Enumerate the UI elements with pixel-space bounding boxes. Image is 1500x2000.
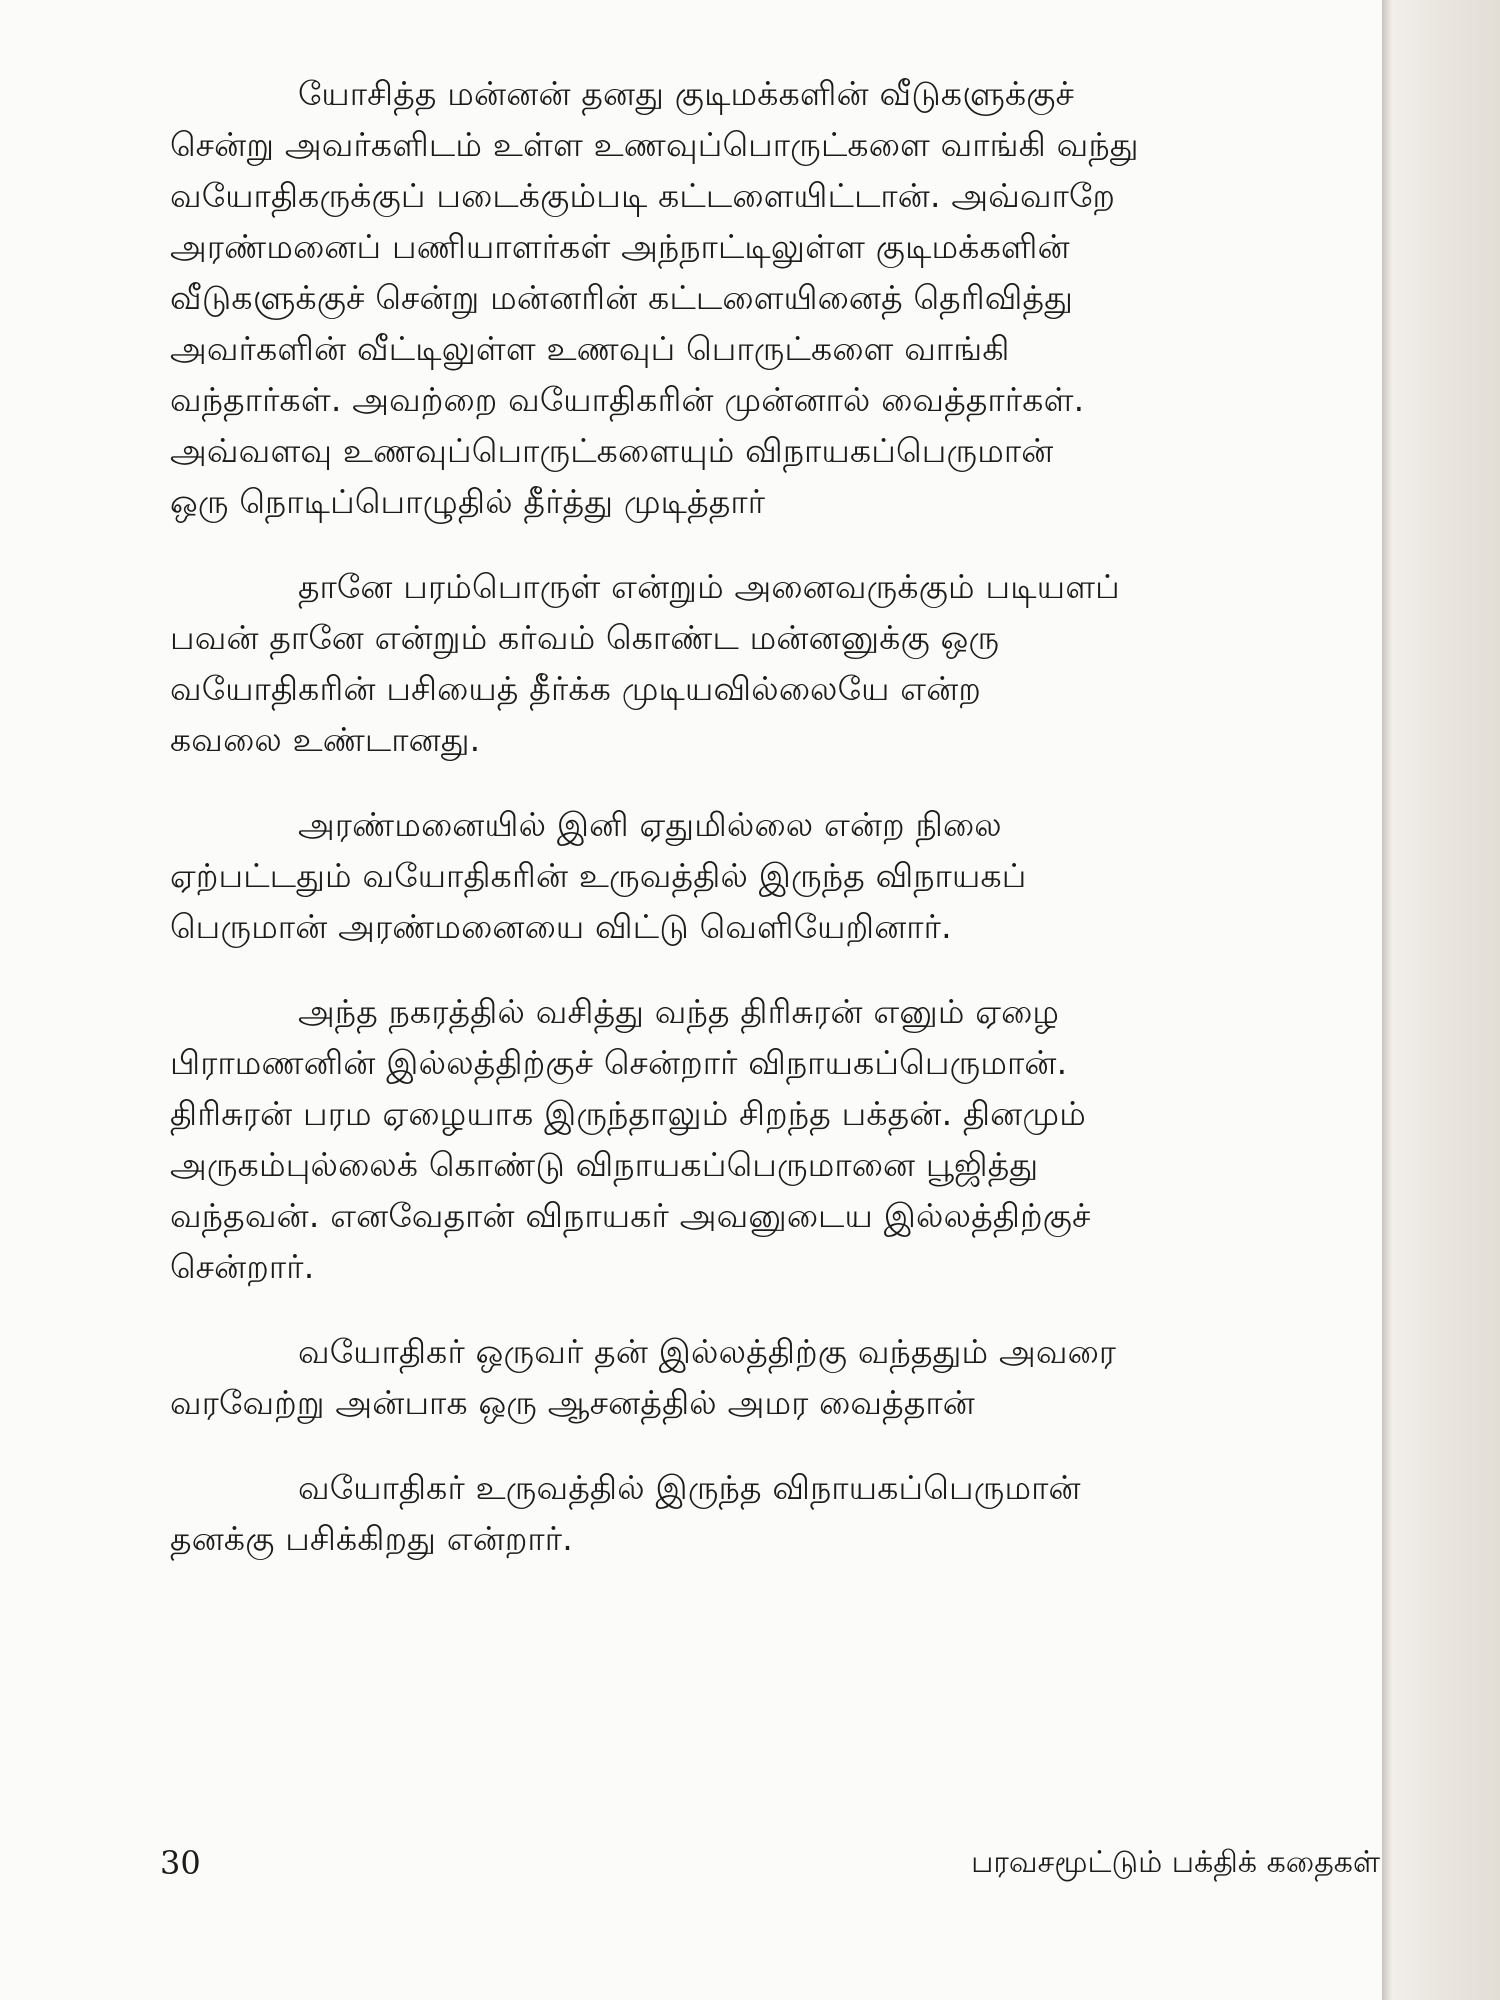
text-line: ஏற்பட்டதும் வயோதிகரின் உருவத்தில் இருந்த விநாயகப் (170, 856, 1027, 895)
page-footer (160, 1838, 1380, 1888)
text-line: வயோதிகர் உருவத்தில் இருந்த விநாயகப்பெருமான் (298, 1468, 1081, 1507)
text-line: திரிசுரன் பரம ஏழையாக இருந்தாலும் சிறந்த பக்தன். தினமும் (170, 1094, 1086, 1133)
text-line: வயோதிகருக்குப் படைக்கும்படி கட்டளையிட்டான். அவ்வாறே (170, 176, 1116, 215)
paragraph-6 (170, 1462, 1375, 1564)
paragraph-1 (170, 68, 1375, 527)
text-line: வந்தவன். எனவேதான் விநாயகர் அவனுடைய இல்லத்திற்குச் (170, 1196, 1091, 1235)
text-line: பவன் தானே என்றும் கர்வம் கொண்ட மன்னனுக்கு ஒரு (170, 618, 1000, 657)
text-line: பெருமான் அரண்மனையை விட்டு வெளியேறினார். (170, 907, 952, 946)
text-line: ஒரு நொடிப்பொழுதில் தீர்த்து முடித்தார் (170, 482, 766, 521)
text-line: பிராமணனின் இல்லத்திற்குச் சென்றார் விநாயகப்பெருமான். (170, 1043, 1068, 1082)
page-edge-shadow (1382, 0, 1500, 2000)
text-line: வயோதிகர் ஒருவர் தன் இல்லத்திற்கு வந்ததும் அவரை (298, 1332, 1117, 1371)
text-line: அவர்களின் வீட்டிலுள்ள உணவுப் பொருட்களை வாங்கி (170, 329, 1010, 368)
text-line: வயோதிகரின் பசியைத் தீர்க்க முடியவில்லையே என்ற (170, 669, 982, 708)
paragraph-5 (170, 1326, 1375, 1428)
page-body-text (170, 68, 1375, 1768)
text-line: வீடுகளுக்குச் சென்று மன்னரின் கட்டளையினைத் தெரிவித்து (170, 278, 1074, 317)
paragraph-2 (170, 561, 1375, 765)
text-line: கவலை உண்டானது. (170, 720, 481, 759)
text-line: தனக்கு பசிக்கிறது என்றார். (170, 1519, 573, 1558)
paragraph-3 (170, 799, 1375, 952)
running-book-title: பரவசமூட்டும் பக்திக் கதைகள் (971, 1845, 1380, 1880)
page-number: 30 (160, 1844, 201, 1882)
text-line: அரண்மனைப் பணியாளர்கள் அந்நாட்டிலுள்ள குடிமக்களின் (170, 227, 1070, 266)
text-line: சென்று அவர்களிடம் உள்ள உணவுப்பொருட்களை வாங்கி வந்து (170, 125, 1139, 164)
text-line: தானே பரம்பொருள் என்றும் அனைவருக்கும் படியளப் (298, 567, 1120, 606)
text-line: சென்றார். (170, 1247, 315, 1286)
text-line: வரவேற்று அன்பாக ஒரு ஆசனத்தில் அமர வைத்தான் (170, 1383, 976, 1422)
text-line: யோசித்த மன்னன் தனது குடிமக்களின் வீடுகளுக்குச் (298, 74, 1075, 113)
text-line: வந்தார்கள். அவற்றை வயோதிகரின் முன்னால் வைத்தார்கள். (170, 380, 1085, 419)
text-line: அரண்மனையில் இனி ஏதுமில்லை என்ற நிலை (298, 805, 1002, 844)
text-line: அந்த நகரத்தில் வசித்து வந்த திரிசுரன் எனும் ஏழை (298, 992, 1060, 1031)
text-line: அவ்வளவு உணவுப்பொருட்களையும் விநாயகப்பெருமான் (170, 431, 1054, 470)
paragraph-4 (170, 986, 1375, 1292)
text-line: அருகம்புல்லைக் கொண்டு விநாயகப்பெருமானை பூஜித்து (170, 1145, 1039, 1184)
